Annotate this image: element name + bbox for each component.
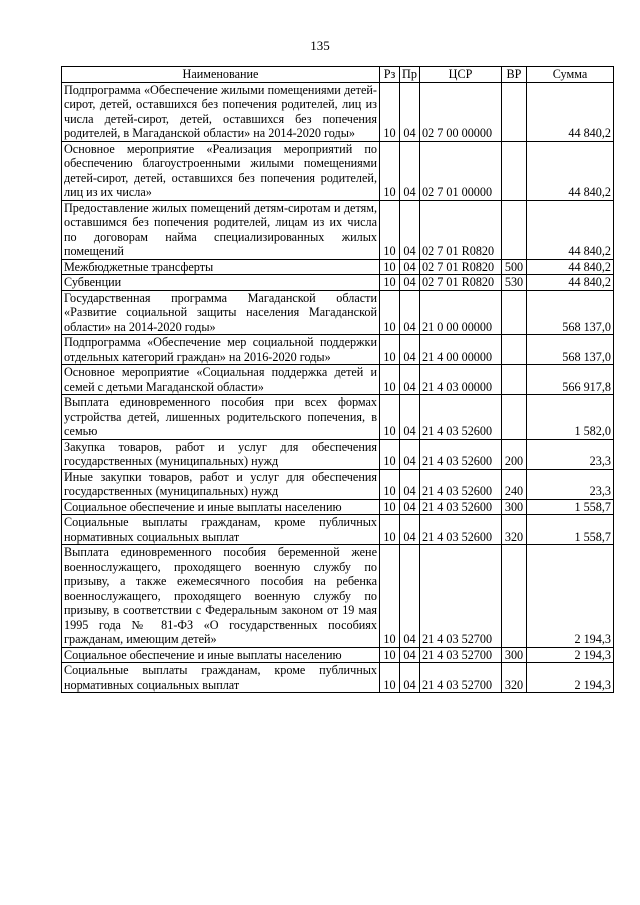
- cell-sum: 2 194,3: [527, 545, 614, 648]
- cell-vr: 320: [502, 663, 527, 693]
- cell-pr: 04: [400, 82, 420, 141]
- cell-rz: 10: [380, 439, 400, 469]
- cell-sum: 23,3: [527, 439, 614, 469]
- cell-pr: 04: [400, 259, 420, 275]
- cell-csr: 02 7 00 00000: [420, 82, 502, 141]
- cell-name: [62, 365, 380, 395]
- cell-vr: [502, 200, 527, 259]
- row-name-text: Социальные выплаты гражданам, кроме публичных нормативных социальных выплат: [64, 663, 377, 692]
- cell-vr: 300: [502, 499, 527, 515]
- table-row: [62, 439, 614, 469]
- cell-sum: 44 840,2: [527, 141, 614, 200]
- cell-csr: 21 4 03 52600: [420, 515, 502, 545]
- cell-vr: [502, 141, 527, 200]
- cell-name: [62, 290, 380, 335]
- cell-sum: 1 582,0: [527, 395, 614, 440]
- row-name-text: Выплата единовременного пособия при всех формах устройства детей, лишенных родительского попечения, в семью: [64, 395, 377, 438]
- row-name-text: Субвенции: [64, 275, 122, 289]
- row-name-text: Социальное обеспечение и иные выплаты населению: [64, 499, 342, 514]
- cell-rz: 10: [380, 141, 400, 200]
- cell-name: [62, 515, 380, 545]
- page-number: 135: [310, 38, 330, 53]
- header-vr: ВР: [502, 67, 527, 83]
- table-row: [62, 335, 614, 365]
- cell-vr: 500: [502, 259, 527, 275]
- table-row: [62, 365, 614, 395]
- cell-pr: 04: [400, 647, 420, 663]
- table-row: [62, 82, 614, 141]
- cell-rz: 10: [380, 515, 400, 545]
- cell-name: [62, 663, 380, 693]
- row-name-text: Выплата единовременного пособия беременной жене военнослужащего, проходящего военную службу по призыву, а также ежемесячного пособия на ребенка военнослужащего, проходящего военную службу по призыву, в соответствии с Федеральным законом от 19 мая 1995 года № 81-ФЗ «О государственных пособиях гражданам, имеющим детей»: [64, 545, 377, 646]
- cell-csr: 02 7 01 R0820: [420, 275, 502, 291]
- cell-pr: 04: [400, 545, 420, 648]
- cell-pr: 04: [400, 499, 420, 515]
- cell-vr: [502, 545, 527, 648]
- table-row: [62, 275, 614, 291]
- table-row: [62, 663, 614, 693]
- cell-csr: 21 4 03 52700: [420, 663, 502, 693]
- cell-rz: 10: [380, 545, 400, 648]
- cell-csr: 21 4 00 00000: [420, 335, 502, 365]
- cell-vr: [502, 290, 527, 335]
- cell-pr: 04: [400, 275, 420, 291]
- cell-sum: 568 137,0: [527, 335, 614, 365]
- header-rz: Рз: [380, 67, 400, 83]
- cell-csr: 21 4 03 52600: [420, 469, 502, 499]
- row-name-text: Подпрограмма «Обеспечение жилыми помещениями детей-сирот, детей, оставшихся без попечения родителей, лиц из числа детей-сирот, детей, оставшихся без попечения родителей, в Магаданской области» на 2014-2020 годы»: [64, 82, 377, 140]
- table-header-row: [62, 67, 614, 83]
- cell-sum: 1 558,7: [527, 515, 614, 545]
- cell-name: [62, 335, 380, 365]
- table-row: [62, 395, 614, 440]
- cell-name: [62, 259, 380, 275]
- header-name: Наименование: [62, 67, 380, 83]
- cell-sum: 568 137,0: [527, 290, 614, 335]
- cell-csr: 21 0 00 00000: [420, 290, 502, 335]
- cell-rz: 10: [380, 469, 400, 499]
- cell-sum: 566 917,8: [527, 365, 614, 395]
- cell-pr: 04: [400, 663, 420, 693]
- row-name-text: Межбюджетные трансферты: [64, 259, 214, 274]
- cell-pr: 04: [400, 469, 420, 499]
- cell-rz: 10: [380, 365, 400, 395]
- cell-name: [62, 395, 380, 440]
- cell-rz: 10: [380, 663, 400, 693]
- cell-name: [62, 647, 380, 663]
- row-name-text: Основное мероприятие «Социальная поддержка детей и семей с детьми Магаданской области»: [64, 365, 377, 394]
- row-name-text: Подпрограмма «Обеспечение мер социальной поддержки отдельных категорий граждан» на 2016-2020 годы»: [64, 335, 377, 364]
- cell-vr: [502, 335, 527, 365]
- cell-csr: 21 4 03 52600: [420, 395, 502, 440]
- cell-name: [62, 439, 380, 469]
- cell-vr: 530: [502, 275, 527, 291]
- cell-vr: [502, 365, 527, 395]
- header-csr: ЦСР: [420, 67, 502, 83]
- cell-csr: 02 7 01 R0820: [420, 200, 502, 259]
- row-name-text: Основное мероприятие «Реализация мероприятий по обеспечению благоустроенными жилыми помещениями детей-сирот, детей, оставшихся без попечения родителей, лиц из их числа»: [64, 141, 377, 199]
- cell-pr: 04: [400, 200, 420, 259]
- cell-sum: 2 194,3: [527, 663, 614, 693]
- cell-vr: [502, 395, 527, 440]
- cell-name: [62, 141, 380, 200]
- row-name-text: Государственная программа Магаданской области «Развитие социальной защиты населения Магаданской области» на 2014-2020 годы»: [64, 290, 377, 334]
- table-row: [62, 141, 614, 200]
- row-name-text: Иные закупки товаров, работ и услуг для обеспечения государственных (муниципальных) нужд: [64, 469, 377, 498]
- cell-csr: 02 7 01 00000: [420, 141, 502, 200]
- cell-name: [62, 82, 380, 141]
- table-row: [62, 515, 614, 545]
- cell-rz: 10: [380, 499, 400, 515]
- row-name-text: Закупка товаров, работ и услуг для обеспечения государственных (муниципальных) нужд: [64, 439, 377, 468]
- cell-csr: 21 4 03 52600: [420, 499, 502, 515]
- cell-csr: 21 4 03 52700: [420, 545, 502, 648]
- cell-sum: 2 194,3: [527, 647, 614, 663]
- row-name-text: Предоставление жилых помещений детям-сиротам и детям, оставшимся без попечения родителей, лицам из их числа по договорам найма специализированных жилых помещений: [64, 200, 377, 258]
- cell-name: [62, 469, 380, 499]
- table-row: [62, 259, 614, 275]
- cell-vr: 320: [502, 515, 527, 545]
- cell-csr: 21 4 03 00000: [420, 365, 502, 395]
- table-row: [62, 200, 614, 259]
- cell-sum: 1 558,7: [527, 499, 614, 515]
- cell-sum: 44 840,2: [527, 200, 614, 259]
- cell-csr: 21 4 03 52700: [420, 647, 502, 663]
- cell-sum: 44 840,2: [527, 82, 614, 141]
- cell-vr: 300: [502, 647, 527, 663]
- cell-pr: 04: [400, 395, 420, 440]
- table-row: [62, 499, 614, 515]
- cell-pr: 04: [400, 141, 420, 200]
- cell-name: [62, 275, 380, 291]
- cell-pr: 04: [400, 335, 420, 365]
- budget-table: [61, 66, 614, 693]
- header-pr: Пр: [400, 67, 420, 83]
- cell-vr: [502, 82, 527, 141]
- cell-sum: 44 840,2: [527, 259, 614, 275]
- cell-csr: 21 4 03 52600: [420, 439, 502, 469]
- table-row: [62, 545, 614, 648]
- row-name-text: Социальные выплаты гражданам, кроме публичных нормативных социальных выплат: [64, 515, 377, 544]
- table-row: [62, 469, 614, 499]
- cell-name: [62, 545, 380, 648]
- cell-rz: 10: [380, 335, 400, 365]
- cell-csr: 02 7 01 R0820: [420, 259, 502, 275]
- cell-rz: 10: [380, 275, 400, 291]
- header-sum: Сумма: [527, 67, 614, 83]
- cell-name: [62, 499, 380, 515]
- cell-pr: 04: [400, 290, 420, 335]
- cell-rz: 10: [380, 290, 400, 335]
- cell-sum: 44 840,2: [527, 275, 614, 291]
- cell-pr: 04: [400, 439, 420, 469]
- cell-rz: 10: [380, 200, 400, 259]
- table-row: [62, 647, 614, 663]
- cell-vr: 240: [502, 469, 527, 499]
- cell-pr: 04: [400, 365, 420, 395]
- cell-pr: 04: [400, 515, 420, 545]
- cell-rz: 10: [380, 82, 400, 141]
- cell-sum: 23,3: [527, 469, 614, 499]
- cell-rz: 10: [380, 259, 400, 275]
- cell-rz: 10: [380, 647, 400, 663]
- cell-name: [62, 200, 380, 259]
- cell-vr: 200: [502, 439, 527, 469]
- cell-rz: 10: [380, 395, 400, 440]
- row-name-text: Социальное обеспечение и иные выплаты населению: [64, 647, 342, 662]
- table-row: [62, 290, 614, 335]
